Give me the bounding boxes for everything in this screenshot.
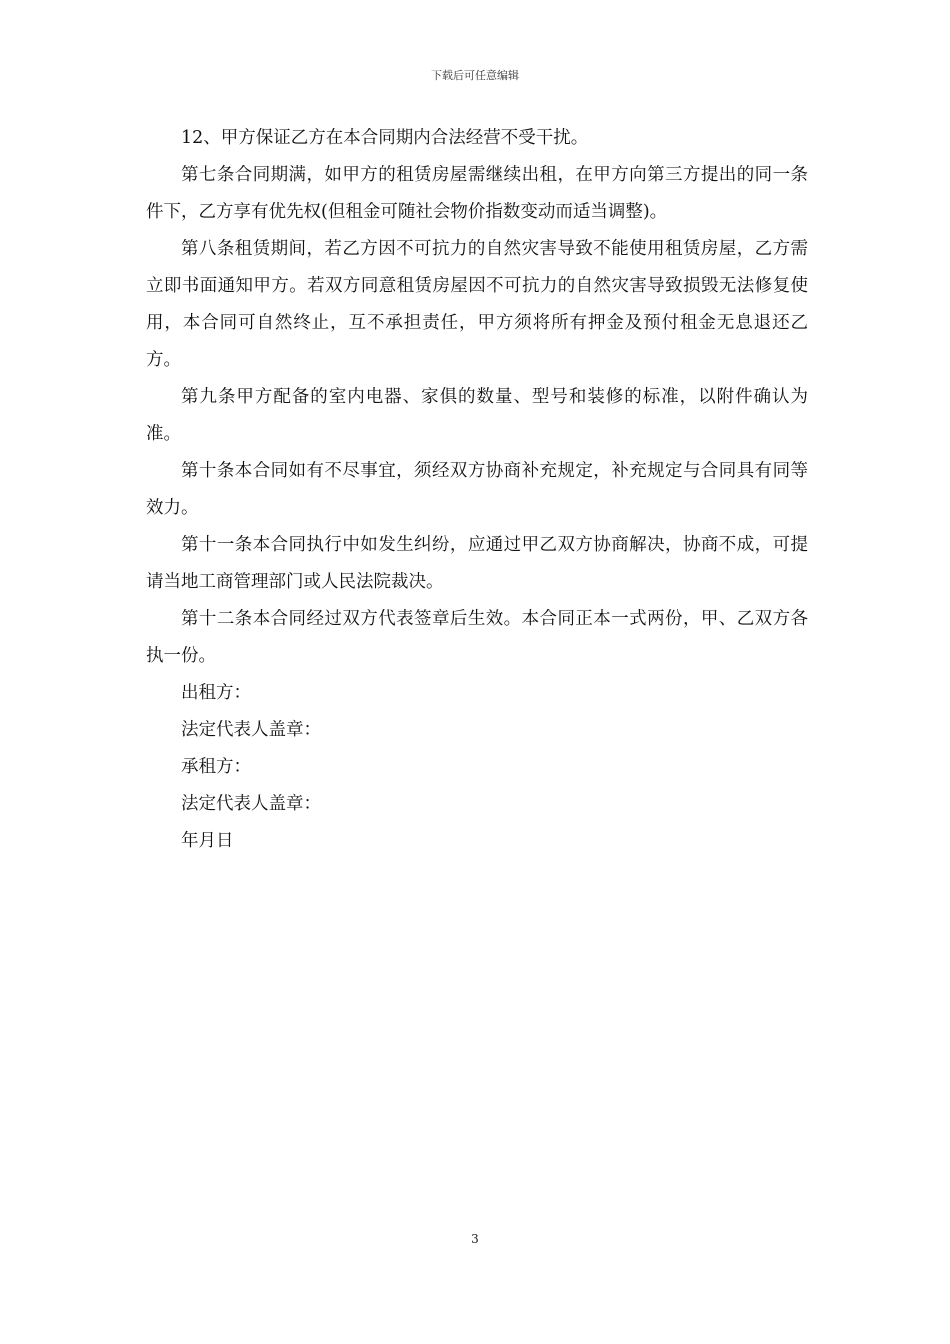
signature-block: [146, 675, 808, 860]
article-10: 第十条本合同如有不尽事宜，须经双方协商补充规定，补充规定与合同具有同等效力。: [146, 461, 808, 518]
header-note: 下载后可任意编辑: [431, 69, 519, 82]
document-body: [146, 120, 808, 860]
lessor-label: 出租方：: [181, 683, 251, 703]
article-8: 第八条租赁期间，若乙方因不可抗力的自然灾害导致不能使用租赁房屋，乙方需立即书面通知甲方。若双方同意租赁房屋因不可抗力的自然灾害导致损毁无法修复使用，本合同可自然终止，互不承担责任，甲方须将所有押金及预付租金无息退还乙方。: [146, 239, 808, 370]
article-9: 第九条甲方配备的室内电器、家俱的数量、型号和装修的标准，以附件确认为准。: [146, 387, 808, 444]
clause-12: 12、甲方保证乙方在本合同期内合法经营不受干扰。: [181, 128, 589, 148]
article-11: 第十一条本合同执行中如发生纠纷，应通过甲乙双方协商解决，协商不成，可提请当地工商管理部门或人民法院裁决。: [146, 535, 808, 592]
article-12: 第十二条本合同经过双方代表签章后生效。本合同正本一式两份，甲、乙双方各执一份。: [146, 609, 808, 666]
date-label: 年月日: [181, 831, 234, 851]
lessor-representative-label: 法定代表人盖章：: [181, 720, 321, 740]
article-7: 第七条合同期满，如甲方的租赁房屋需继续出租，在甲方向第三方提出的同一条件下，乙方享有优先权(但租金可随社会物价指数变动而适当调整)。: [146, 165, 808, 222]
page-number: 3: [471, 1232, 479, 1246]
lessee-label: 承租方：: [181, 757, 251, 777]
lessee-representative-label: 法定代表人盖章：: [181, 794, 321, 814]
